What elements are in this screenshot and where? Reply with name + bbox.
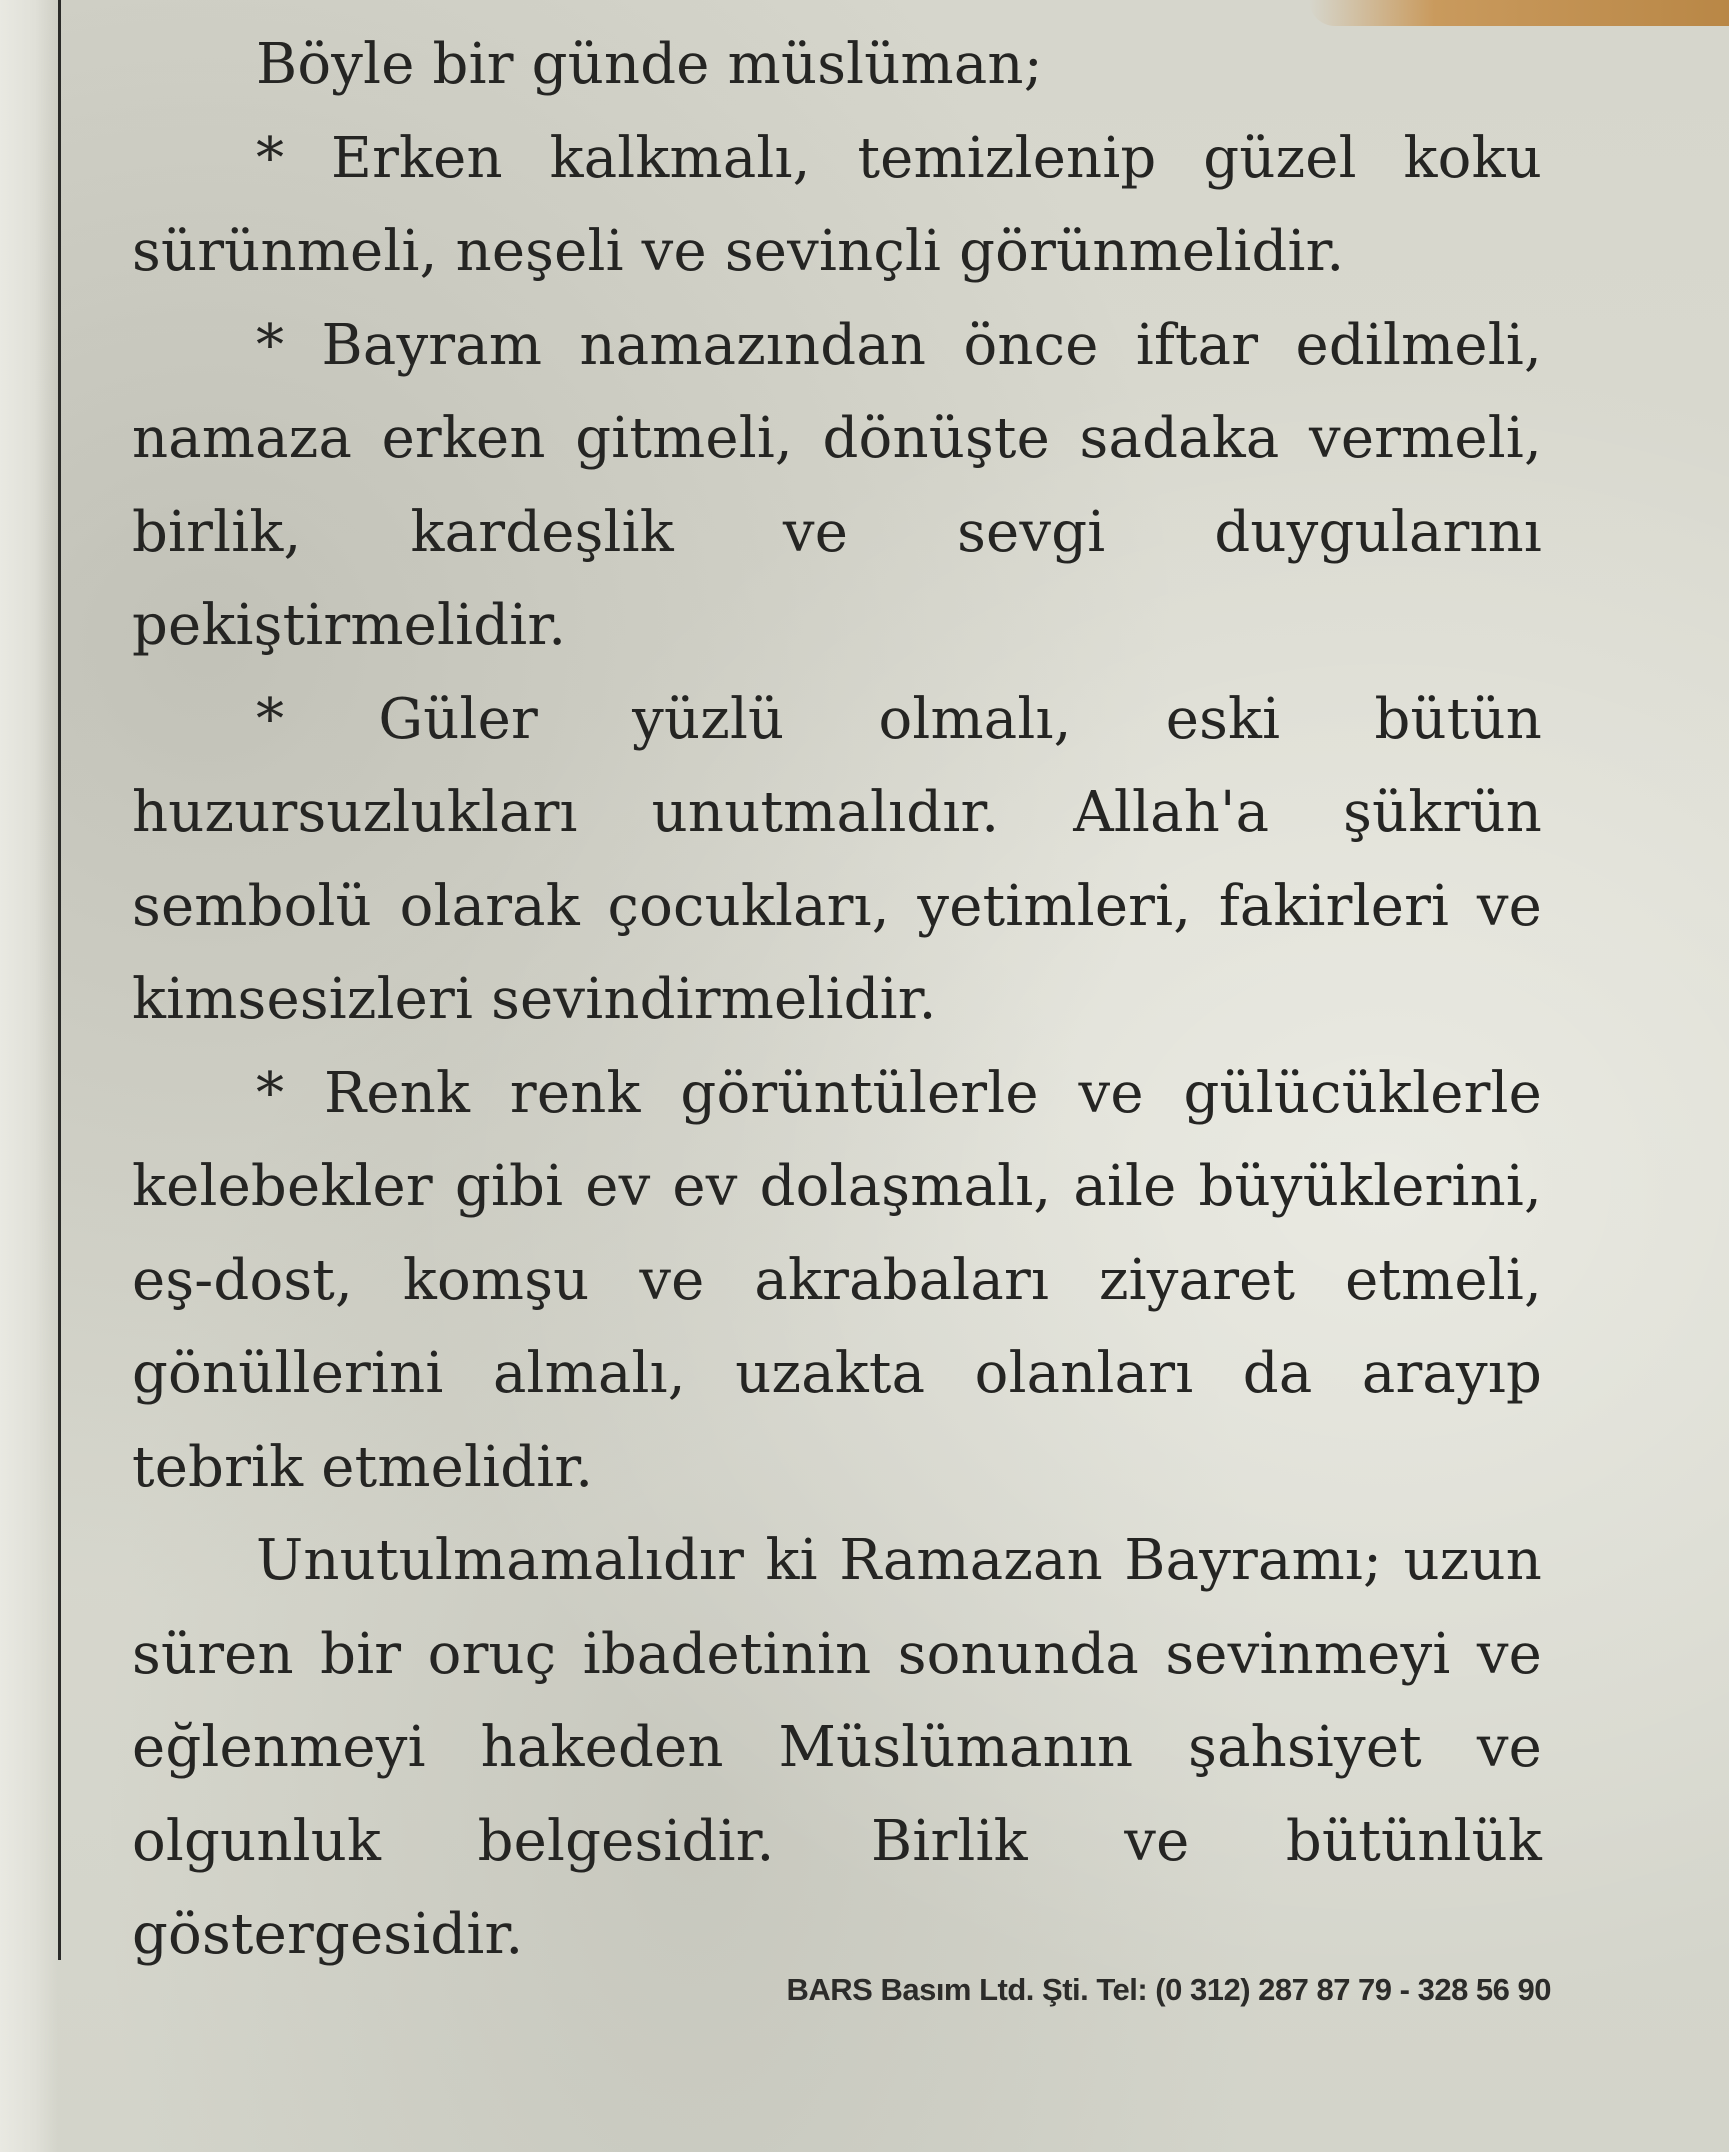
paragraph-item-1: * Erken kalkmalı, temizlenip güzel koku sürünmeli, neşeli ve sevinçli görünmelidir. bbox=[132, 125, 1542, 284]
paragraph-item-4: * Renk renk görüntülerle ve gülücüklerle kelebekler gibi ev ev dolaşmalı, aile büyüklerini, eş-dost, komşu ve akrabaları ziyaret etmeli, gönüllerini almalı, uzakta olanları da arayıp tebrik etmelidir. bbox=[132, 1060, 1542, 1500]
paragraph-intro: Böyle bir günde müslüman; bbox=[256, 32, 1043, 97]
paragraph-item-2: * Bayram namazından önce iftar edilmeli, namaza erken gitmeli, dönüşte sadaka vermeli, birlik, kardeşlik ve sevgi duygularını pekiştirmelidir. bbox=[132, 312, 1542, 658]
paragraph-item-3: * Güler yüzlü olmalı, eski bütün huzursuzlukları unutmalıdır. Allah'a şükrün sembolü olarak çocukları, yetimleri, fakirleri ve kimsesizleri sevindirmelidir. bbox=[132, 686, 1542, 1032]
column-rule bbox=[58, 0, 61, 1960]
paper-margin bbox=[0, 0, 58, 2152]
paragraph-conclusion: Unutulmamalıdır ki Ramazan Bayramı; uzun süren bir oruç ibadetinin sonunda sevinmeyi ve eğlenmeyi hakeden Müslümanın şahsiyet ve olgunluk belgesidir. Birlik ve bütünlük göstergesidir. bbox=[132, 1528, 1542, 1967]
printer-credit: BARS Basım Ltd. Şti. Tel: (0 312) 287 87 79 - 328 56 90 bbox=[786, 1972, 1551, 2007]
article-body bbox=[132, 18, 1542, 1982]
